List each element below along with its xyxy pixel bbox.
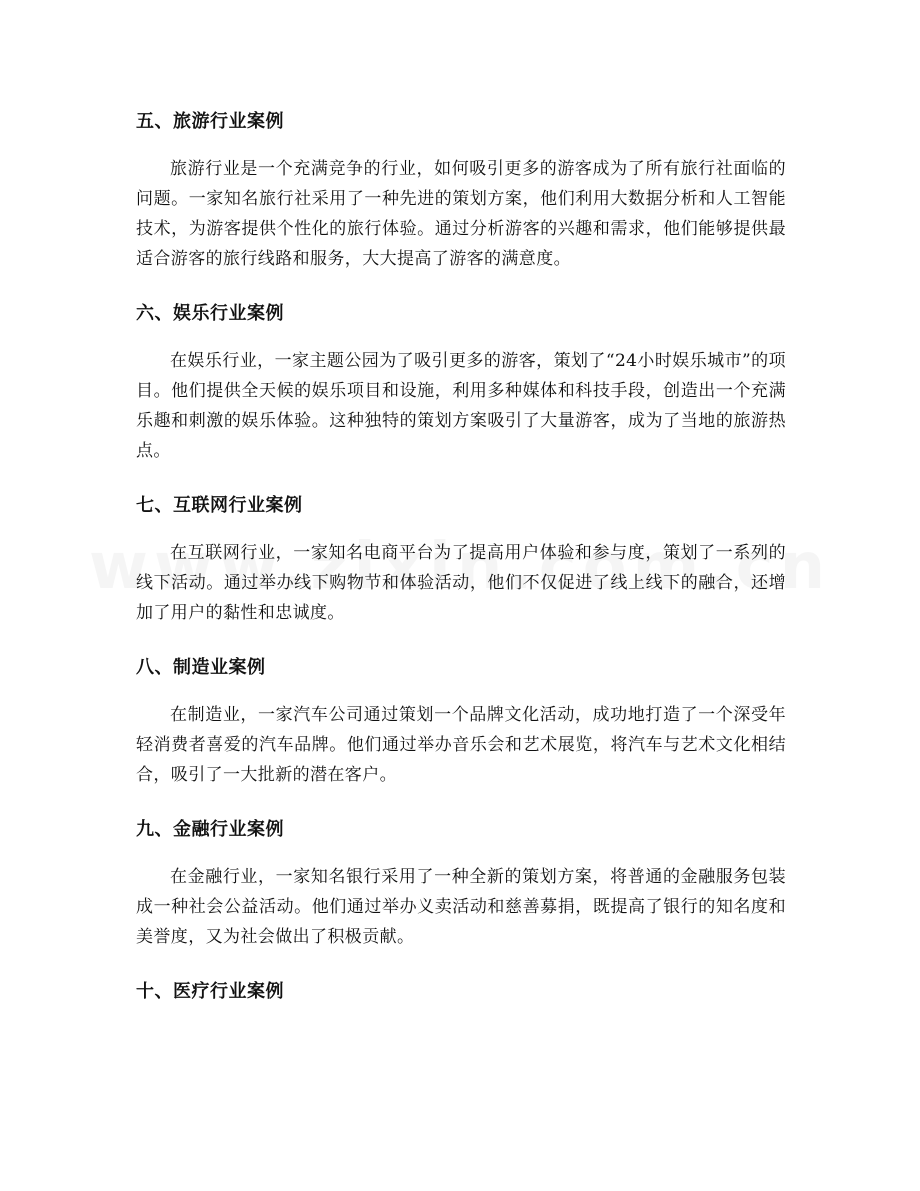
section-tourism	[136, 104, 786, 274]
section-heading: 六、娱乐行业案例	[136, 303, 284, 324]
section-finance	[136, 812, 786, 952]
section-manufacturing	[136, 650, 786, 790]
section-paragraph: 旅游行业是一个充满竞争的行业，如何吸引更多的游客成为了所有旅行社面临的问题。一家知名旅行社采用了一种先进的策划方案，他们利用大数据分析和人工智能技术，为游客提供个性化的旅行体验。通过分析游客的兴趣和需求，他们能够提供最适合游客的旅行线路和服务，大大提高了游客的满意度。	[136, 159, 786, 269]
section-paragraph: 在制造业，一家汽车公司通过策划一个品牌文化活动，成功地打造了一个深受年轻消费者喜爱的汽车品牌。他们通过举办音乐会和艺术展览，将汽车与艺术文化相结合，吸引了一大批新的潜在客户。	[136, 705, 786, 785]
section-heading: 五、旅游行业案例	[136, 111, 284, 132]
section-heading: 九、金融行业案例	[136, 819, 284, 840]
section-entertainment	[136, 296, 786, 466]
section-paragraph: 在金融行业，一家知名银行采用了一种全新的策划方案，将普通的金融服务包装成一种社会公益活动。他们通过举办义卖活动和慈善募捐，既提高了银行的知名度和美誉度，又为社会做出了积极贡献。	[136, 867, 786, 947]
section-heading: 十、医疗行业案例	[136, 981, 284, 1002]
section-internet	[136, 488, 786, 628]
section-paragraph: 在互联网行业，一家知名电商平台为了提高用户体验和参与度，策划了一系列的线下活动。通过举办线下购物节和体验活动，他们不仅促进了线上线下的融合，还增加了用户的黏性和忠诚度。	[136, 543, 786, 623]
section-heading: 八、制造业案例	[136, 657, 266, 678]
section-paragraph: 在娱乐行业，一家主题公园为了吸引更多的游客，策划了“24小时娱乐城市”的项目。他们提供全天候的娱乐项目和设施，利用多种媒体和科技手段，创造出一个充满乐趣和刺激的娱乐体验。这种独特的策划方案吸引了大量游客，成为了当地的旅游热点。	[136, 351, 786, 461]
section-medical	[136, 974, 786, 1010]
section-heading: 七、互联网行业案例	[136, 495, 303, 516]
document-body	[136, 104, 786, 1024]
